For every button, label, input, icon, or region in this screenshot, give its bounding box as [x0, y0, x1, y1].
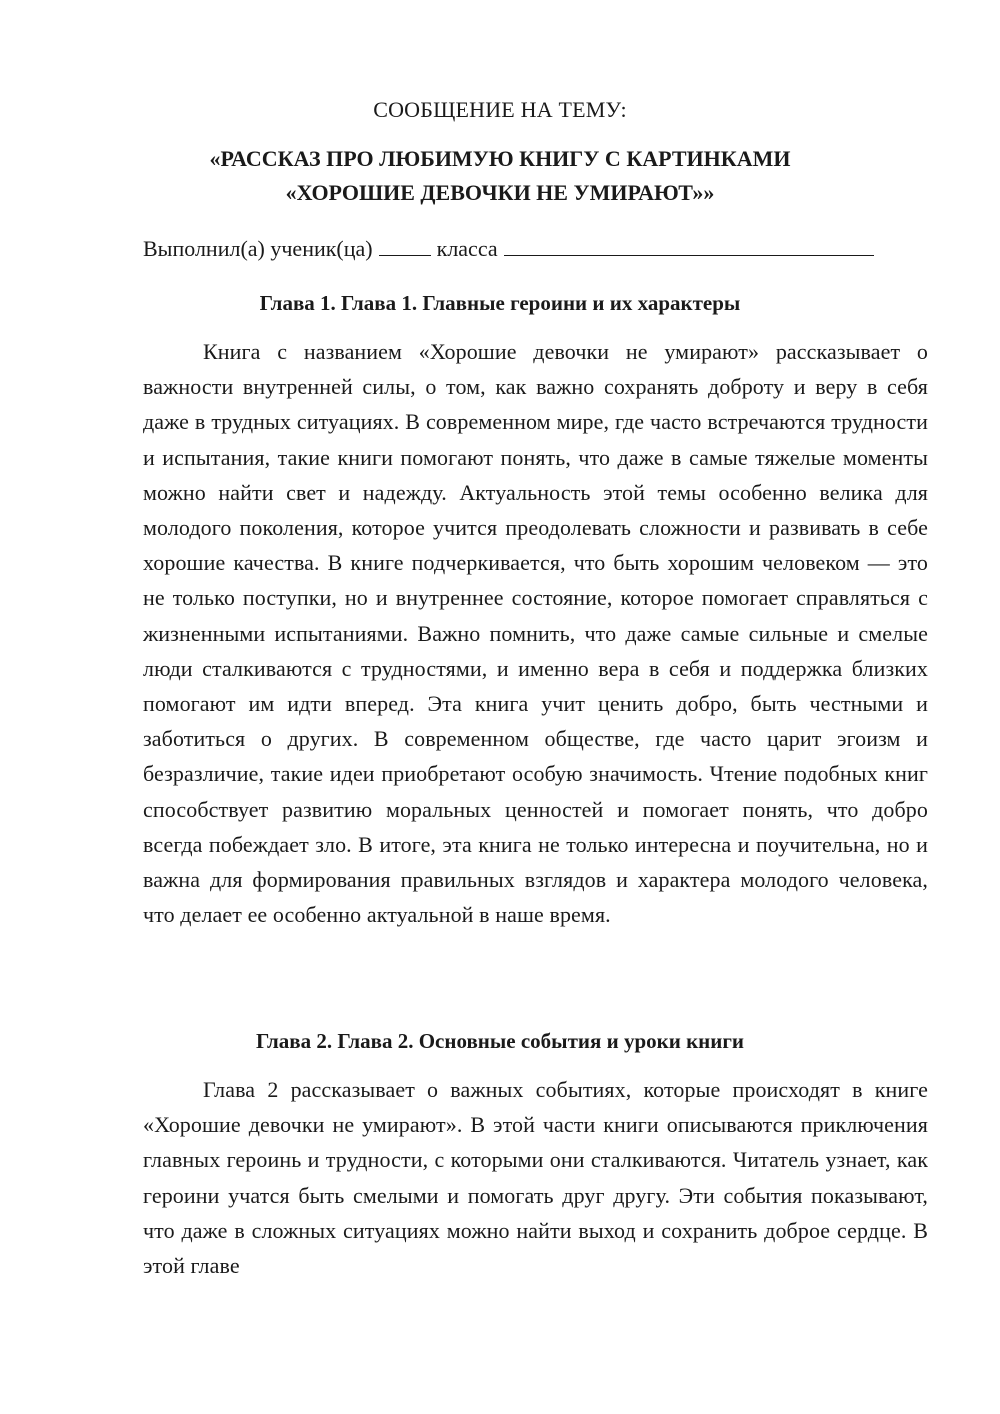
chapter-1-text: Книга с названием «Хорошие девочки не умирают» рассказывает о важности внутренней силы, о том, как важно сохранять доброту и веру в себя даже в трудных ситуациях. В современном мире, где часто встречаются трудности и испытания, такие книги помогают понять, что даже в самые тяжелые моменты можно найти свет и надежду. Актуальность этой темы особенно велика для молодого поколения, которое учится преодолевать сложности и развивать в себе хорошие качества. В книге подчеркивается, что быть хорошим человеком — это не только поступки, но и внутреннее состояние, которое помогает справляться с жизненными испытаниями. Важно помнить, что даже самые сильные и смелые люди сталкиваются с трудностями, и именно вера в себя и поддержка близких помогают им идти вперед. Эта книга учит ценить добро, быть честными и заботиться о других. В современном обществе, где часто царит эгоизм и безразличие, такие идеи приобретают особую значимость. Чтение подобных книг способствует развитию моральных ценностей и помогает понять, что добро всегда побеждает зло. В итоге, эта книга не только интересна и поучительна, но и важна для формирования правильных взглядов и характера молодого человека, что делает ее особенно актуальной в наше время.: [143, 339, 928, 928]
author-prefix: Выполнил(а) ученик(ца): [143, 236, 373, 261]
subject-label: СООБЩЕНИЕ НА ТЕМУ:: [373, 97, 627, 122]
author-class-label: класса: [436, 236, 498, 261]
name-blank-field[interactable]: [504, 233, 874, 256]
title-line-1: «РАССКАЗ ПРО ЛЮБИМУЮ КНИГУ С КАРТИНКАМИ: [209, 146, 791, 171]
class-blank-field[interactable]: [379, 233, 431, 256]
chapter-2-text: Глава 2 рассказывает о важных событиях, которые происходят в книге «Хорошие девочки не умирают». В этой части книги описываются приключения главных героинь и трудности, с которыми они сталкиваются. Читатель узнает, как героини учатся быть смелыми и помогать друг другу. Эти события показывают, что даже в сложных ситуациях можно найти выход и сохранить доброе сердце. В этой главе: [143, 1077, 928, 1279]
chapter-2-heading: Глава 2. Глава 2. Основные события и уроки книги: [255, 1029, 745, 1053]
chapter-1-heading: Глава 1. Глава 1. Главные героини и их характеры: [259, 291, 741, 315]
author-line: [143, 233, 874, 265]
title-line-2: «ХОРОШИЕ ДЕВОЧКИ НЕ УМИРАЮТ»»: [285, 180, 715, 205]
